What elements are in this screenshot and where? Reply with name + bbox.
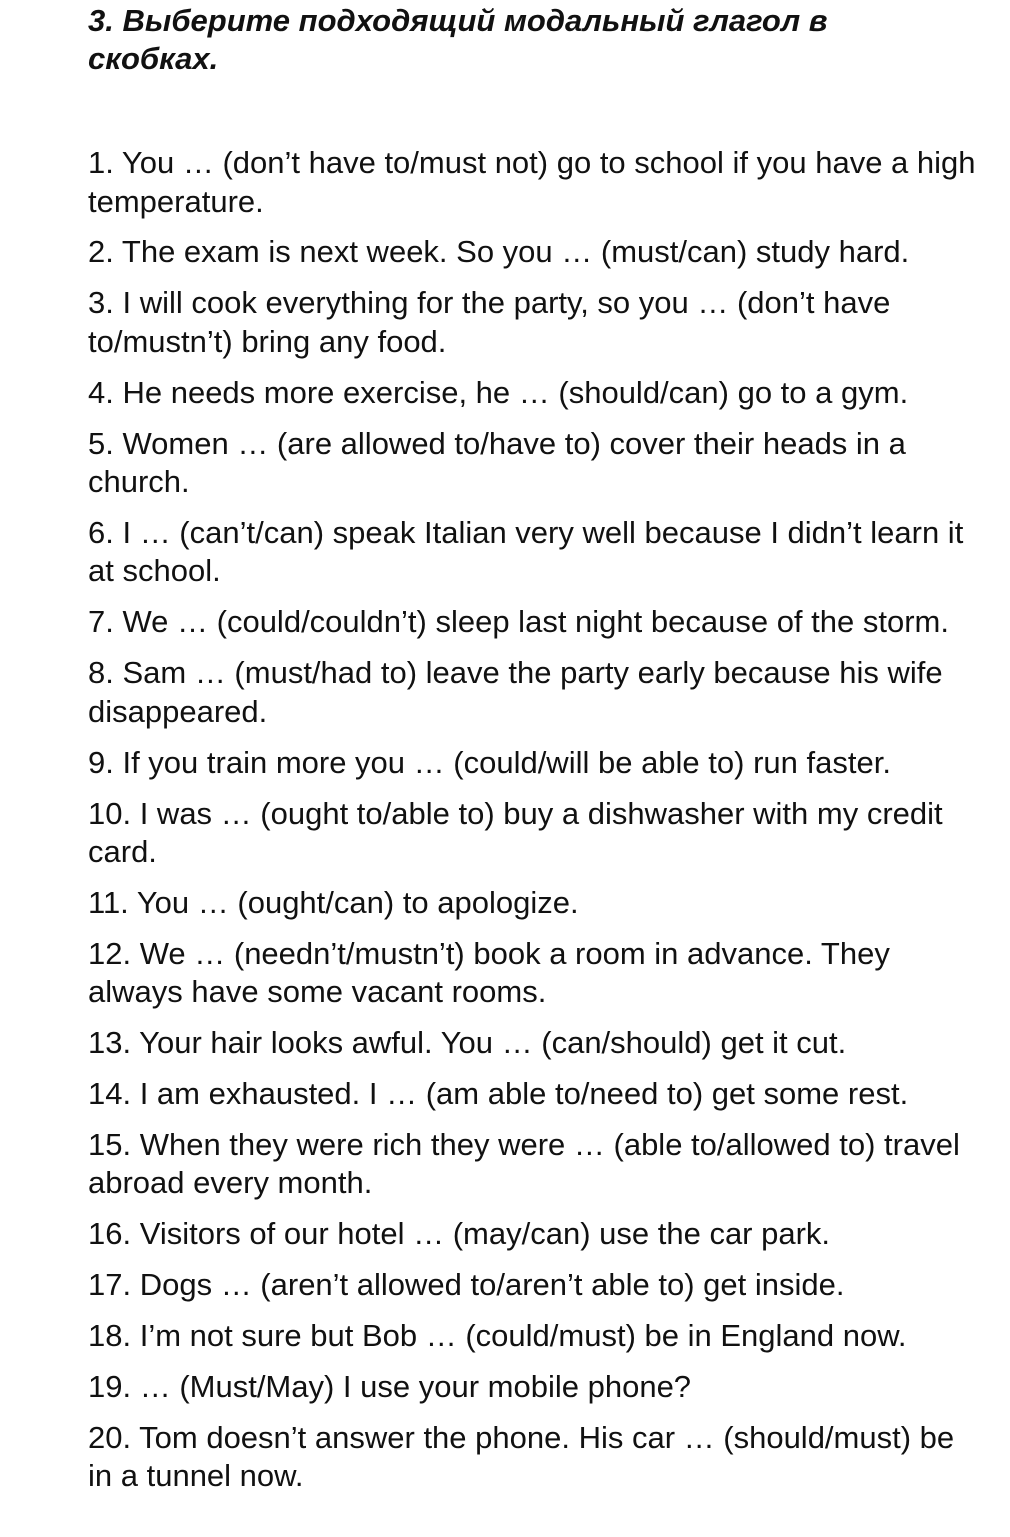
exercise-item-9: 9. If you train more you … (could/will be able to) run faster.	[88, 744, 891, 780]
exercise-item-2: 2. The exam is next week. So you … (must/can) study hard.	[88, 234, 910, 270]
exercise-item-19: 19. … (Must/May) I use your mobile phone?	[88, 1369, 692, 1405]
exercise-item-17: 17. Dogs … (aren’t allowed to/aren’t able to) get inside.	[88, 1267, 845, 1303]
exercise-item-14: 14. I am exhausted. I … (am able to/need to) get some rest.	[88, 1076, 909, 1112]
exercise-item-7: 7. We … (could/couldn’t) sleep last night because of the storm.	[88, 604, 949, 640]
exercise-list	[88, 144, 978, 1508]
exercise-item-6: 6. I … (can’t/can) speak Italian very well because I didn’t learn it at school.	[88, 514, 964, 589]
exercise-item-4: 4. He needs more exercise, he … (should/can) go to a gym.	[88, 374, 909, 410]
exercise-item-8: 8. Sam … (must/had to) leave the party early because his wife disappeared.	[88, 655, 943, 729]
exercise-item-10: 10. I was … (ought to/able to) buy a dishwasher with my credit card.	[88, 795, 943, 870]
exercise-item-20: 20. Tom doesn’t answer the phone. His car … (should/must) be in a tunnel now.	[88, 1419, 955, 1494]
exercise-item-12: 12. We … (needn’t/mustn’t) book a room in advance. They always have some vacant rooms.	[88, 935, 890, 1010]
exercise-item-16: 16. Visitors of our hotel … (may/can) use the car park.	[88, 1216, 831, 1252]
exercise-item-15: 15. When they were rich they were … (able to/allowed to) travel abroad every month.	[88, 1126, 960, 1201]
exercise-item-5: 5. Women … (are allowed to/have to) cover their heads in a church.	[88, 425, 906, 500]
exercise-item-18: 18. I’m not sure but Bob … (could/must) be in England now.	[88, 1318, 907, 1354]
exercise-item-3: 3. I will cook everything for the party, so you … (don’t have to/mustn’t) bring any food.	[88, 285, 891, 359]
exercise-item-13: 13. Your hair looks awful. You … (can/should) get it cut.	[88, 1025, 847, 1061]
exercise-item-11: 11. You … (ought/can) to apologize.	[88, 884, 579, 920]
exercise-title: 3. Выберите подходящий модальный глагол в скобках.	[88, 3, 828, 76]
exercise-item-1: 1. You … (don’t have to/must not) go to school if you have a high temperature.	[88, 145, 976, 219]
